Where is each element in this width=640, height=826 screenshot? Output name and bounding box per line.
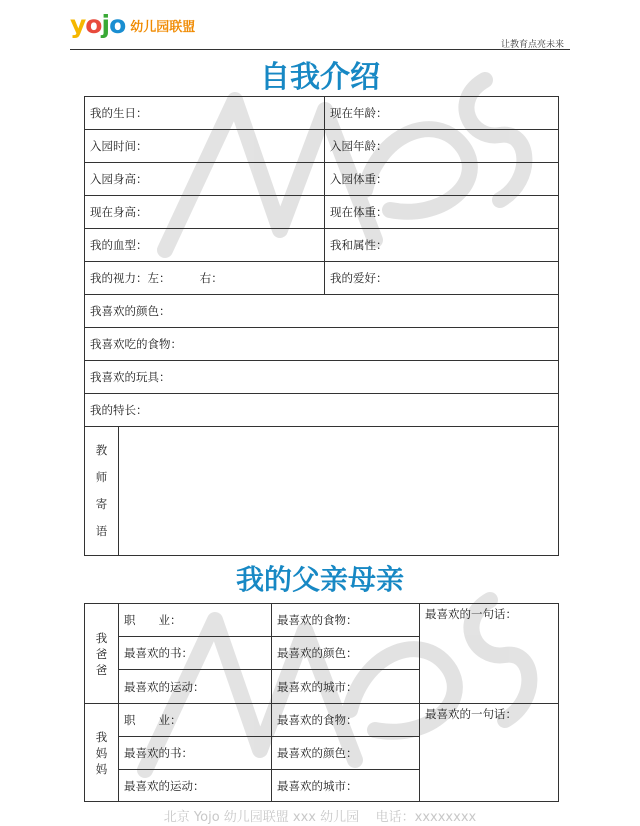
parents-table xyxy=(84,603,559,802)
table-row xyxy=(85,704,559,737)
enroll-height-field[interactable]: 入园身高： xyxy=(85,163,325,196)
enroll-date-field[interactable]: 入园时间： xyxy=(85,130,325,163)
yojo-logo xyxy=(70,11,195,39)
self-intro-table xyxy=(84,96,559,556)
enroll-weight-field[interactable]: 入园体重： xyxy=(325,163,559,196)
table-row xyxy=(85,163,559,196)
label-char: 师 xyxy=(95,470,108,484)
current-height-field[interactable]: 现在身高： xyxy=(85,196,325,229)
label-char: 寄 xyxy=(95,497,108,511)
specialty-field[interactable]: 我的特长： xyxy=(85,394,559,427)
table-row xyxy=(85,295,559,328)
footer-contact: 北京 Yojo 幼儿园联盟 xxx 幼儿园 电话：xxxxxxxx xyxy=(163,810,477,825)
table-row xyxy=(85,97,559,130)
logo-wordmark xyxy=(70,11,125,39)
label-char: 教 xyxy=(95,443,108,457)
mom-city-field[interactable]: 最喜欢的城市： xyxy=(272,770,420,802)
dad-book-field[interactable]: 最喜欢的书： xyxy=(119,637,272,670)
dad-color-field[interactable]: 最喜欢的颜色： xyxy=(272,637,420,670)
mom-job-field[interactable]: 职 业： xyxy=(119,704,272,737)
logo-name: 幼儿园联盟 xyxy=(130,19,196,35)
label-char: 爸 xyxy=(95,662,108,677)
table-row xyxy=(85,394,559,427)
mom-label xyxy=(85,704,119,802)
label-char: 爸 xyxy=(95,646,108,661)
mom-food-field[interactable]: 最喜欢的食物： xyxy=(272,704,420,737)
dad-label xyxy=(85,604,119,704)
birthday-field[interactable]: 我的生日： xyxy=(85,97,325,130)
intro-title: 自我介绍 xyxy=(260,60,380,95)
dad-sport-field[interactable]: 最喜欢的运动： xyxy=(119,670,272,704)
label-char: 我 xyxy=(95,729,108,744)
hobby-field[interactable]: 我的爱好： xyxy=(325,262,559,295)
enroll-age-field[interactable]: 入园年龄： xyxy=(325,130,559,163)
current-weight-field[interactable]: 现在体重： xyxy=(325,196,559,229)
table-row xyxy=(85,427,559,556)
table-row xyxy=(85,262,559,295)
current-age-field[interactable]: 现在年龄： xyxy=(325,97,559,130)
teacher-message-label xyxy=(85,427,119,556)
dad-city-field[interactable]: 最喜欢的城市： xyxy=(272,670,420,704)
table-row xyxy=(85,361,559,394)
logo-letter: j xyxy=(101,10,110,39)
mom-color-field[interactable]: 最喜欢的颜色： xyxy=(272,737,420,770)
label-char: 我 xyxy=(95,630,108,645)
teacher-message-area[interactable] xyxy=(119,427,559,556)
mom-quote-field[interactable]: 最喜欢的一句话： xyxy=(420,704,559,802)
dad-food-field[interactable]: 最喜欢的食物： xyxy=(272,604,420,637)
slogan: 让教育点亮未来 xyxy=(500,40,564,50)
table-row xyxy=(85,196,559,229)
label-char: 语 xyxy=(95,524,108,538)
favorite-color-field[interactable]: 我喜欢的颜色： xyxy=(85,295,559,328)
dad-quote-field[interactable]: 最喜欢的一句话： xyxy=(420,604,559,704)
zodiac-field[interactable]: 我和属性： xyxy=(325,229,559,262)
favorite-toy-field[interactable]: 我喜欢的玩具： xyxy=(85,361,559,394)
label-char: 妈 xyxy=(95,745,108,760)
logo-letter: o xyxy=(85,10,102,39)
vision-field[interactable]: 我的视力：左： 右： xyxy=(85,262,325,295)
logo-letter: y xyxy=(70,10,86,39)
favorite-food-field[interactable]: 我喜欢吃的食物： xyxy=(85,328,559,361)
logo-letter: o xyxy=(109,10,126,39)
table-row xyxy=(85,229,559,262)
dad-job-field[interactable]: 职 业： xyxy=(119,604,272,637)
parents-title: 我的父亲母亲 xyxy=(235,563,404,596)
blood-type-field[interactable]: 我的血型： xyxy=(85,229,325,262)
header-divider xyxy=(70,49,570,50)
page-header xyxy=(0,0,640,50)
table-row xyxy=(85,130,559,163)
label-char: 妈 xyxy=(95,761,108,776)
table-row xyxy=(85,328,559,361)
mom-sport-field[interactable]: 最喜欢的运动： xyxy=(119,770,272,802)
mom-book-field[interactable]: 最喜欢的书： xyxy=(119,737,272,770)
table-row xyxy=(85,604,559,637)
